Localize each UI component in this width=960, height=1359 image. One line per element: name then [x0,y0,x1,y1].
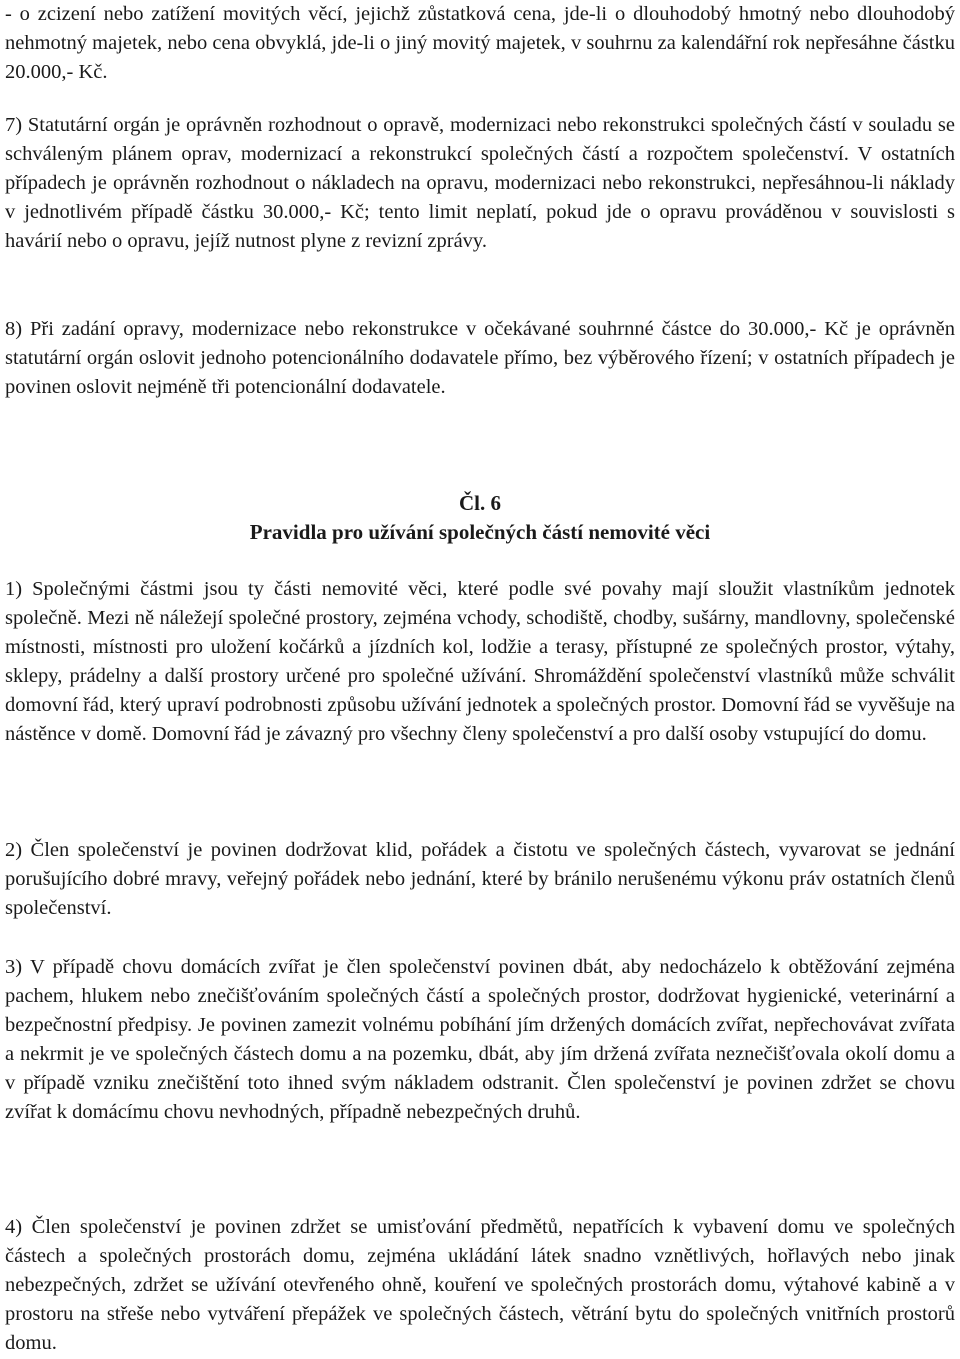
paragraph-intro: - o zcizení nebo zatížení movitých věcí, jejichž zůstatková cena, jde-li o dlouhodobý hmotný nebo dlouhodobý nehmotný majetek, nebo cena obvyklá, jde-li o jiný movitý majetek, v souhrnu za kalendářní rok nepřesáhne částku 20.000,- Kč. [5,3,955,83]
paragraph-8: 8) Při zadání opravy, modernizace nebo rekonstrukce v očekávané souhrnné částce do 30.000,- Kč je oprávněn statutární orgán oslovit jednoho potencionálního dodavatele přímo, bez výběrového řízení; v ostatních případech je povinen oslovit nejméně tři potencionální dodavatele. [5,318,955,398]
article-number: Čl. 6 [459,491,501,515]
article-paragraph-2: 2) Člen společenství je povinen dodržovat klid, pořádek a čistotu ve společných částech, vyvarovat se jednání porušujícího dobré mravy, veřejný pořádek nebo jednání, které by bránilo nerušenému výkonu práv ostatních členů společenství. [5,839,955,919]
article-title: Pravidla pro užívání společných částí nemovité věci [249,520,711,544]
article-paragraph-1: 1) Společnými částmi jsou ty části nemovité věci, které podle své povahy mají sloužit vlastníkům jednotek společně. Mezi ně náležejí společné prostory, zejména vchody, schodiště, chodby, sušárny, mandlovny, společenské místnosti, místnosti pro uložení kočárků a jízdních kol, lodžie a terasy, přístupné ze společných prostor, výtahy, sklepy, prádelny a další prostory určené pro společné užívání. Shromáždění společenství vlastníků může schválit domovní řád, který upraví podrobnosti způsobu užívání jednotek a společných prostor. Domovní řád se vyvěšuje na nástěnce v domě. Domovní řád je závazný pro všechny členy společenství a pro další osoby vstupující do domu. [5,578,955,745]
paragraph-7: 7) Statutární orgán je oprávněn rozhodnout o opravě, modernizaci nebo rekonstrukci společných částí v souladu se schváleným plánem oprav, modernizací a rekonstrukcí společných částí a rozpočtem společenství. V ostatních případech je oprávněn rozhodnout o nákladech na opravu, modernizaci nebo rekonstrukci, nepřesáhnou-li náklady v jednotlivém případě částku 30.000,- Kč; tento limit neplatí, pokud jde o opravu prováděnou v souvislosti s havárií nebo o opravu, jejíž nutnost plyne z revizní zprávy. [5,114,955,252]
article-paragraph-3: 3) V případě chovu domácích zvířat je člen společenství povinen dbát, aby nedocházelo k obtěžování zejména pachem, hlukem nebo znečišťováním společných částí a společných prostor, dodržovat hygienické, veterinární a bezpečnostní předpisy. Je povinen zamezit volnému pobíhání jím držených domácích zvířat, nepřechovávat zvířata a nekrmit je ve společných částech domu a na pozemku, dbát, aby jím držená zvířata neznečišťovala okolí domu a v případě vzniku znečištění toto ihned svým nákladem odstranit. Člen společenství je povinen zdržet se chovu zvířat k domácímu chovu nevhodných, případně nebezpečných druhů. [5,956,955,1123]
article-paragraph-4: 4) Člen společenství je povinen zdržet se umisťování předmětů, nepatřících k vybavení domu ve společných částech a společných prostorách domu, zejména ukládání látek snadno vznětlivých, hořlavých nebo jinak nebezpečných, zdržet se užívání otevřeného ohně, kouření ve společných prostorách domu, výtahové kabině a v prostoru na střeše nebo vytváření přepážek ve společných částech, větrání bytu do společných vnitřních prostorů domu. [5,1216,955,1354]
